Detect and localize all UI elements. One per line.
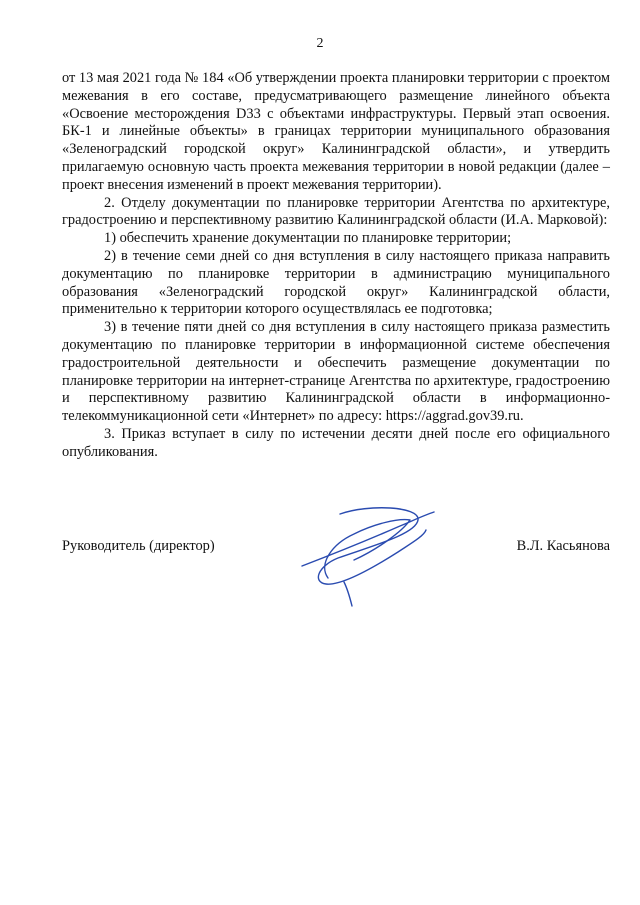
signature-stroke-loop xyxy=(325,520,410,578)
signature-stroke-tail xyxy=(344,582,352,606)
handwritten-signature-icon xyxy=(298,500,438,608)
paragraph-subitem-3: 3) в течение пяти дней со дня вступления в силу настоящего приказа разместить документацию по планировке территории в информационной системе обеспечения градостроительной деятельности и обеспечить размещение документации по планировке территории на интернет-странице Агентства по архитектуре, градостроению и перспективному развитию Калининградской области в информационно-телекоммуникационной сети «Интернет» по адресу: https://aggrad.gov39.ru. xyxy=(62,319,610,425)
signer-name: В.Л. Касьянова xyxy=(516,538,610,554)
paragraph-item-3: 3. Приказ вступает в силу по истечении десяти дней после его официального опубликования. xyxy=(62,425,610,460)
document-body xyxy=(62,70,610,462)
signer-position: Руководитель (директор) xyxy=(62,538,215,554)
paragraph-item-2: 2. Отделу документации по планировке территории Агентства по архитектуре, градостроению и перспективному развитию Калининградской области (И.А. Марковой): xyxy=(62,194,610,229)
paragraph-subitem-2: 2) в течение семи дней со дня вступления в силу настоящего приказа направить документацию по планировке территории в администрацию муниципального образования «Зеленоградский городской округ» Калининградской области, применительно к территории которого осуществлялась ее подготовка; xyxy=(62,247,610,318)
page-number: 2 xyxy=(316,36,324,51)
signature-stroke-main xyxy=(318,508,426,584)
paragraph-subitem-1: 1) обеспечить хранение документации по планировке территории; xyxy=(104,230,512,247)
paragraph-order-continuation: от 13 мая 2021 года № 184 «Об утверждении проекта планировки территории с проектом межевания в его составе, предусматривающего размещение линейного объекта «Освоение месторождения D33 с объектами инфраструктуры. Первый этап освоения. БК-1 и линейные объекты» в границах территории муниципального образования «Зеленоградский городской округ» Калининградской области», и утвердить прилагаемую основную часть проекта межевания территории в новой редакции (далее – проект внесения изменений в проект межевания территории). xyxy=(62,70,610,193)
signature-stroke-flourish xyxy=(302,512,434,566)
